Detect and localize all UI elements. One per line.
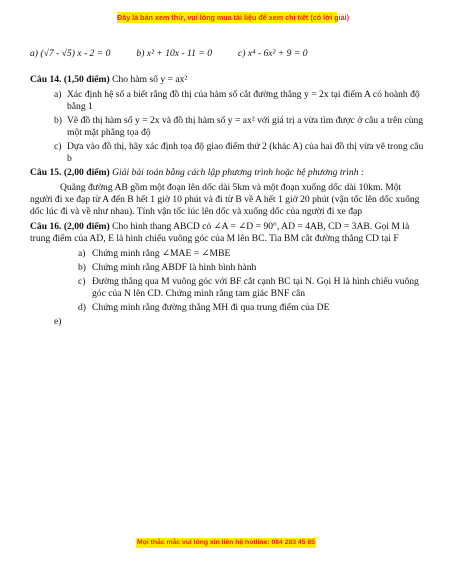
q16-item-c-text: Đường thẳng qua M vuông góc với BF cắt cạnh BC tại N. Gọi H là hình chiếu vuông góc của N lên CD. Chứng minh rằng tam giác BNF cân bbox=[92, 275, 419, 299]
q15-subtitle: Giải bài toán bằng cách lập phương trình hoặc hệ phương trình : bbox=[112, 166, 365, 178]
question-16 bbox=[30, 221, 425, 245]
q14-item-a bbox=[54, 89, 425, 113]
question-14 bbox=[30, 74, 425, 86]
q16-item-d bbox=[78, 302, 425, 314]
q14-item-b bbox=[54, 115, 425, 139]
q14-item-a-text: Xác định hệ số a biết rằng đồ thị của hàm số cắt đường thẳng y = 2x tại điểm A có hoành độ bằng 1 bbox=[67, 88, 420, 112]
q16-body: Cho hình thang ABCD có ∠A = ∠D = 90°, AD = 4AB, CD = 3AB. Gọi M là trung điểm của AD, E là hình chiếu vuông góc của M lên BC. Tia BM cắt đường thẳng CD tại F bbox=[30, 220, 410, 244]
q16-item-a bbox=[78, 248, 425, 260]
q16-trailing-e bbox=[54, 316, 425, 328]
preview-banner: Đây là bản xem thử, vui lòng mua tài liệu để xem chi tiết (có lời giải) bbox=[117, 13, 349, 22]
q14-item-c-label: c) bbox=[54, 140, 62, 152]
q16-trailing-label: e) bbox=[54, 315, 62, 327]
hotline-footer: Mọi thắc mắc vui lòng xin liên hệ hotline: 084 283 45 85 bbox=[137, 539, 315, 546]
document-body bbox=[30, 48, 425, 330]
q14-title: Câu 14. (1,50 điểm) bbox=[30, 73, 110, 85]
q14-item-b-text: Vẽ đồ thị hàm số y = 2x và đồ thị hàm số y = ax² với giá trị a vừa tìm được ở câu a trên cùng một mặt phẳng tọa độ bbox=[67, 114, 424, 138]
q14-item-b-label: b) bbox=[54, 114, 62, 126]
q16-item-a-label: a) bbox=[78, 247, 86, 259]
q16-item-c-label: c) bbox=[78, 275, 86, 287]
q16-item-d-label: d) bbox=[78, 301, 86, 313]
q16-title: Câu 16. (2,00 điểm) bbox=[30, 220, 110, 232]
q14-item-c-text: Dựa vào đồ thị, hãy xác định tọa độ giao điểm thứ 2 (khác A) của hai đồ thị vừa vẽ trong câu b bbox=[67, 140, 424, 164]
q15-body: Quãng đường AB gồm một đoạn lên dốc dài 5km và một đoạn xuống dốc dài 10km. Một người đi xe đạp từ A đến B hết 1 giờ 10 phút và đi từ B về A hết 1 giờ 20 phút (vận tốc lên dốc xuống dốc lúc đi và về như nhau). Tính vận tốc lúc lên dốc và xuống dốc của người đi xe đạp bbox=[30, 181, 420, 217]
q14-item-c bbox=[54, 141, 425, 165]
q16-item-d-text: Chứng minh rằng đường thẳng MH đi qua trung điểm của DE bbox=[92, 301, 330, 313]
q14-intro: Cho hàm số y = ax² bbox=[112, 73, 188, 85]
q16-item-b bbox=[78, 262, 425, 274]
q16-item-b-label: b) bbox=[78, 261, 86, 273]
equation-a: a) (√7 - √5) x - 2 = 0 bbox=[30, 48, 111, 59]
equation-b: b) x² + 10x - 11 = 0 bbox=[136, 48, 213, 59]
q16-item-b-text: Chứng minh rằng ABDF là hình bình hành bbox=[92, 261, 257, 273]
q14-item-a-label: a) bbox=[54, 88, 62, 100]
q15-title: Câu 15. (2,00 điểm) bbox=[30, 166, 110, 178]
question-15 bbox=[30, 167, 425, 179]
equation-c: c) x⁴ - 6x² + 9 = 0 bbox=[238, 48, 308, 59]
q16-item-c bbox=[78, 276, 425, 300]
q16-item-a-text: Chứng minh rằng ∠MAE = ∠MBE bbox=[92, 247, 231, 259]
equation-list bbox=[30, 48, 425, 60]
